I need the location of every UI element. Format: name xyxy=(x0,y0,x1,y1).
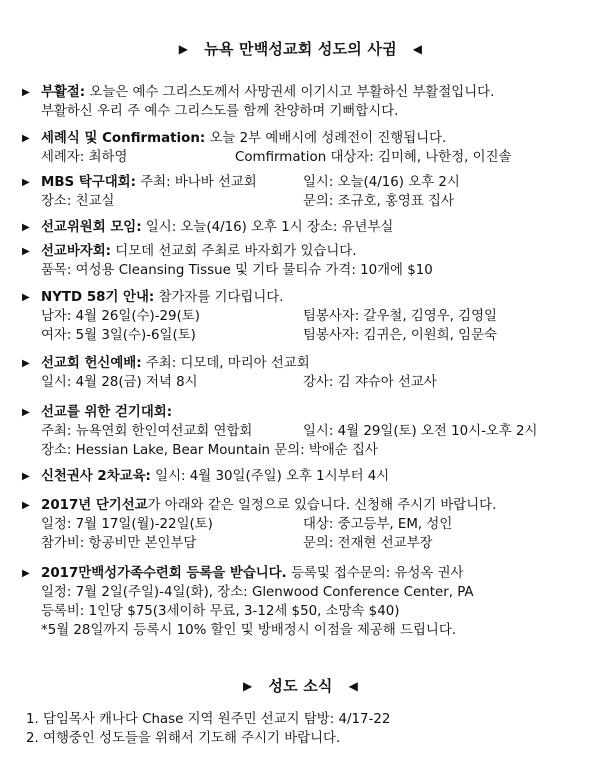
notice-line xyxy=(41,83,494,102)
notice-text: 가 아래와 같은 일정으로 있습니다. 신청해 주시기 바랍니다. xyxy=(147,498,497,513)
triangle-left-icon: ◀ xyxy=(348,679,359,693)
notice-line xyxy=(41,564,463,583)
news-title-text: 성도 소식 xyxy=(268,677,333,695)
notice-line: *5월 28일까지 등록시 10% 할인 및 방배정시 이점을 제공해 드립니다. xyxy=(41,623,457,638)
notice-text: 등록및 접수문의: 유성옥 권사 xyxy=(286,566,464,581)
notice-text: 일시: 오늘(4/16) 오후 1시 장소: 유년부실 xyxy=(141,220,394,235)
notice-line xyxy=(41,129,446,148)
notice-heading: 부활절: xyxy=(41,85,86,100)
bulletin-title xyxy=(0,40,601,59)
triangle-right-icon: ▶ xyxy=(178,42,189,56)
bullet-icon: ▶ xyxy=(22,471,30,482)
notice-text: 주최: 바나바 선교회 xyxy=(135,175,257,190)
notice-line xyxy=(41,218,393,237)
notice-line: 남자: 4월 26일(수)-29(토) xyxy=(41,309,200,324)
notice-text: 오늘은 예수 그리스도께서 사망권세 이기시고 부활하신 부활절입니다. xyxy=(85,85,495,100)
notice-line: 일시: 4월 29일(토) 오전 10시-오후 2시 xyxy=(303,424,538,439)
notice-heading: 2017년 단기선교 xyxy=(41,498,148,513)
triangle-left-icon: ◀ xyxy=(412,42,423,56)
notice-line: 팀봉사자: 김귀은, 이원희, 임문숙 xyxy=(303,328,497,343)
notice-line: 일시: 오늘(4/16) 오후 2시 xyxy=(303,175,460,190)
notice-text: 디모데 선교회 주최로 바자회가 있습니다. xyxy=(111,244,357,259)
notice-line: 부활하신 우리 주 예수 그리스도를 함께 찬양하며 기뻐합시다. xyxy=(41,104,399,119)
notice-line: 문의: 전재현 선교부장 xyxy=(303,536,433,551)
notice-line xyxy=(41,354,310,373)
notice-line xyxy=(41,467,389,486)
notice-line: 일정: 7월 17일(월)-22일(토) xyxy=(41,517,213,532)
notice-line: 주최: 뉴욕연회 한인여선교회 연합회 xyxy=(41,424,253,439)
notice-line: 일정: 7월 2일(주일)-4일(화), 장소: Glenwood Conference Center, PA xyxy=(41,585,474,600)
bullet-icon: ▶ xyxy=(22,568,30,579)
bullet-icon: ▶ xyxy=(22,407,30,418)
notice-heading: 2017만백성가족수련회 등록을 받습니다. xyxy=(41,566,287,581)
notice-heading: 선교바자회: xyxy=(41,244,112,259)
bullet-icon: ▶ xyxy=(22,500,30,511)
notice-line: 등록비: 1인당 $75(3세이하 무료, 3-12세 $50, 소망속 $40) xyxy=(41,604,400,619)
notice-heading: 선교위원회 모임: xyxy=(41,220,142,235)
notice-line: Comfirmation 대상자: 김미혜, 나한정, 이진솔 xyxy=(235,150,512,165)
notice-heading: NYTD 58기 안내: xyxy=(41,290,155,305)
bullet-icon: ▶ xyxy=(22,177,30,188)
news-item: 1. 담임목사 캐나다 Chase 지역 원주민 선교지 탐방: 4/17-22 xyxy=(26,712,391,727)
notice-text: 주최: 디모데, 마리아 선교회 xyxy=(141,356,310,371)
notice-heading: MBS 탁구대회: xyxy=(41,175,136,190)
notice-line xyxy=(41,173,257,192)
bullet-icon: ▶ xyxy=(22,246,30,257)
notice-line: 장소: Hessian Lake, Bear Mountain 문의: 박애순 집사 xyxy=(41,443,378,458)
bullet-icon: ▶ xyxy=(22,292,30,303)
notice-line: 장소: 친교실 xyxy=(41,194,115,209)
bullet-icon: ▶ xyxy=(22,133,30,144)
bulletin-title-text: 뉴욕 만백성교회 성도의 사귐 xyxy=(204,40,397,58)
bullet-icon: ▶ xyxy=(22,358,30,369)
notice-heading: 세례식 및 Confirmation: xyxy=(41,131,206,146)
notice-text: 참가자를 기다립니다. xyxy=(154,290,284,305)
notice-line: 품목: 여성용 Cleansing Tissue 및 기타 물티슈 가격: 10개에 $10 xyxy=(41,263,433,278)
notice-line xyxy=(41,288,283,307)
notice-line: 일시: 4월 28(금) 저녁 8시 xyxy=(41,375,198,390)
notice-line: 세례자: 최하영 xyxy=(41,150,128,165)
notice-line: 참가비: 항공비만 본인부담 xyxy=(41,536,197,551)
notice-heading: 선교회 헌신예배: xyxy=(41,356,142,371)
triangle-right-icon: ▶ xyxy=(242,679,253,693)
bullet-icon: ▶ xyxy=(22,222,30,233)
news-title xyxy=(0,677,601,696)
notice-heading: 신천권사 2차교육: xyxy=(41,469,151,484)
notice-heading: 선교를 위한 걷기대회: xyxy=(41,405,173,420)
notice-line: 팀봉사자: 갈우철, 김영우, 김영일 xyxy=(303,309,497,324)
notice-line: 문의: 조규호, 홍영표 집사 xyxy=(303,194,454,209)
notice-line xyxy=(41,242,356,261)
notice-line: 대상: 중고등부, EM, 성인 xyxy=(303,517,453,532)
bullet-icon: ▶ xyxy=(22,87,30,98)
notice-text: 일시: 4월 30일(주일) 오후 1시부터 4시 xyxy=(150,469,390,484)
notice-line: 여자: 5월 3일(수)-6일(토) xyxy=(41,328,196,343)
notice-text: 오늘 2부 예배시에 성례전이 진행됩니다. xyxy=(205,131,447,146)
notice-line xyxy=(41,496,496,515)
news-item: 2. 여행중인 성도들을 위해서 기도해 주시기 바랍니다. xyxy=(26,731,341,746)
notice-line: 강사: 김 쟈슈아 선교사 xyxy=(303,375,437,390)
